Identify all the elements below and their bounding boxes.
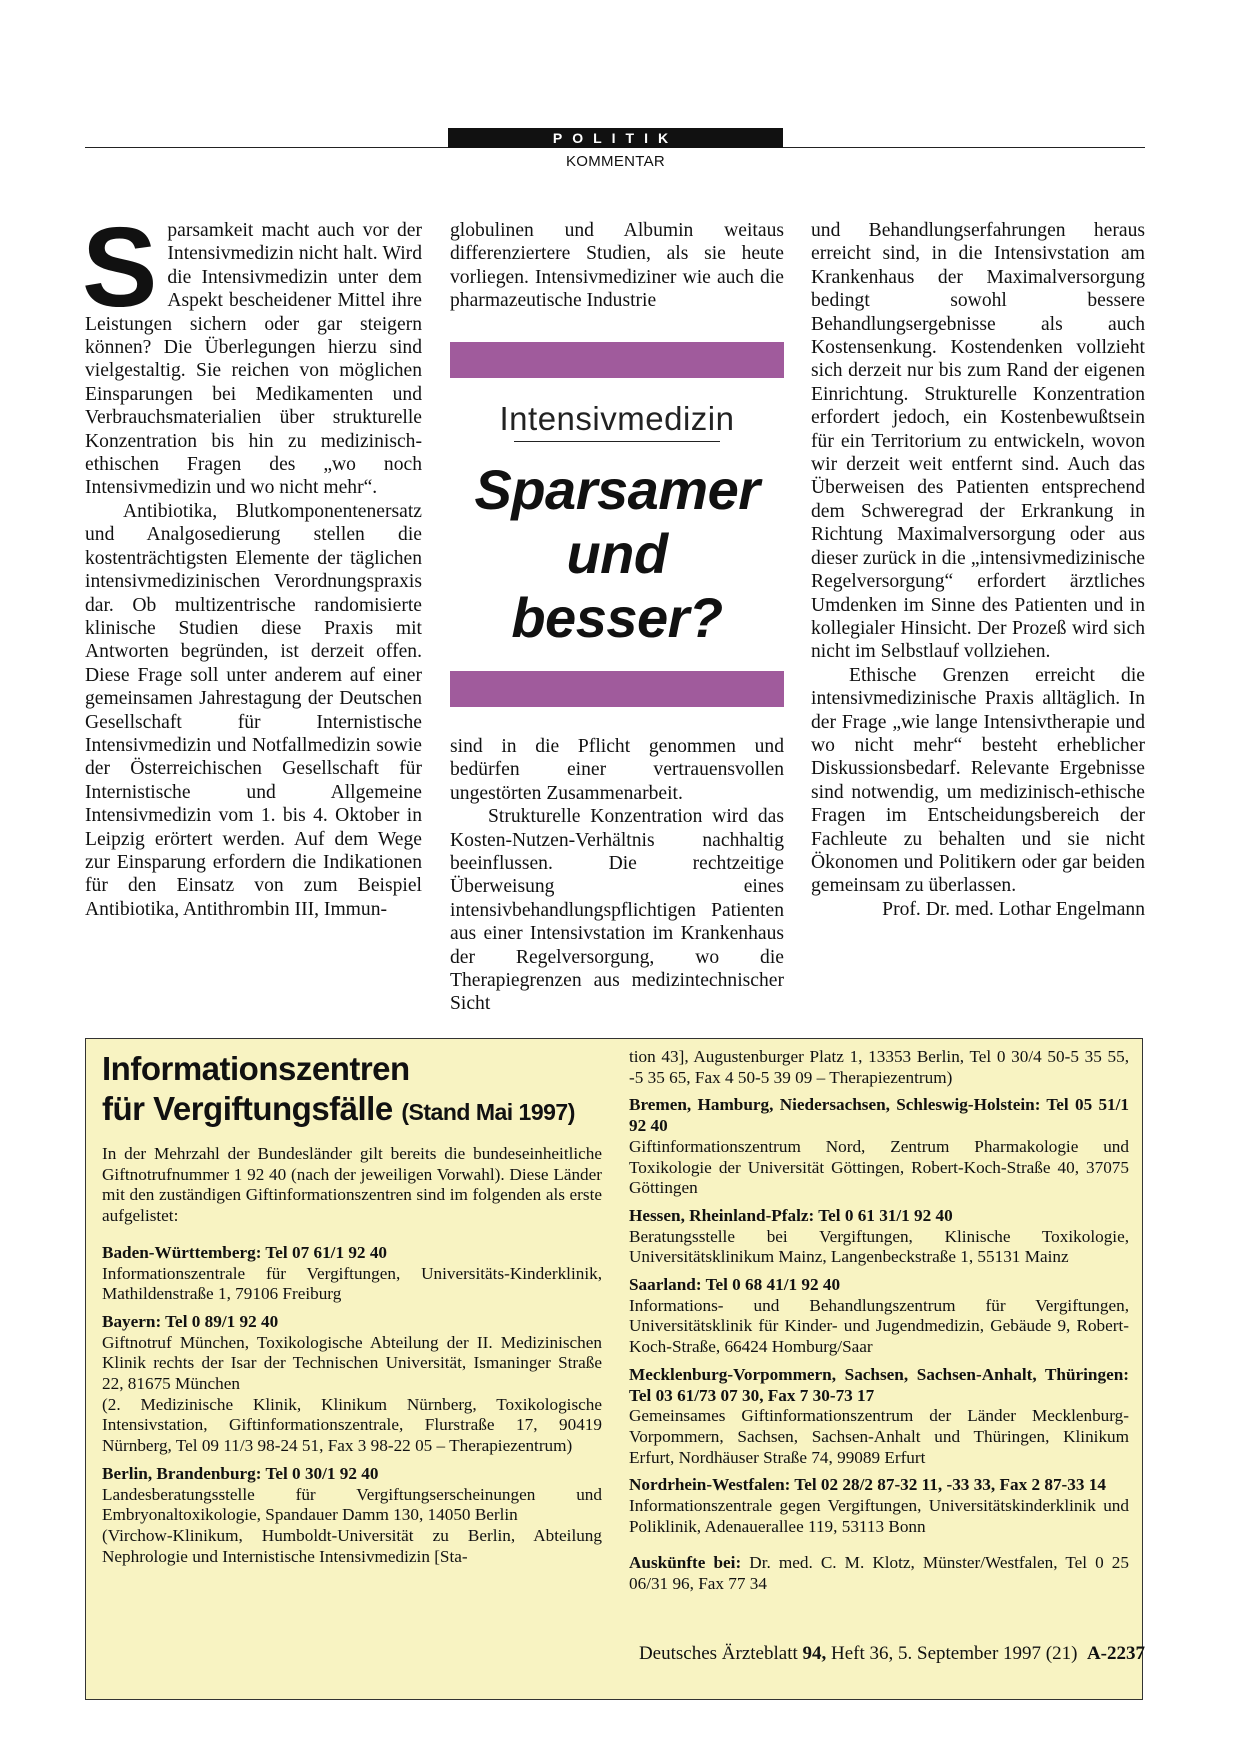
- article-paragraph: globulinen und Albumin weitaus differenziertere Studien, als sie heute vorliegen. Intensivmediziner wie auch die pharmazeutische Industrie: [450, 220, 784, 312]
- info-entry-text: Giftinformationszentrum Nord, Zentrum Pharmakologie und Toxikologie der Universität Göttingen, Robert-Koch-Straße 40, 37075 Göttingen: [629, 1136, 1129, 1198]
- article-column-3: [811, 219, 1145, 921]
- info-entry-text: Landesberatungsstelle für Vergiftungserscheinungen und Embryonaltoxikologie, Spandauer Damm 130, 14050 Berlin: [102, 1484, 602, 1525]
- page-number: A-2237: [1086, 1643, 1145, 1664]
- article-paragraph: Ethische Grenzen erreicht die intensivmedizinische Praxis alltäglich. In der Frage „wie lange Intensivtherapie und wo nicht mehr“ besteht erheblicher Diskussionsbedarf. Relevante Ergebnisse sind notwendig, um medizinisch-ethische Fragen im Entscheidungsbereich der Fachleute zu behalten und sie nicht Ökonomen und Politikern oder gar beiden gemeinsam zu überlassen.: [811, 664, 1145, 897]
- info-entry-heading: Nordrhein-Westfalen: Tel 02 28/2 87-32 11, -33 33, Fax 2 87-33 14: [629, 1475, 1106, 1495]
- article-paragraph: und Behandlungserfahrungen heraus erreicht sind, in die Intensivstation am Krankenhaus der Maximalversorgung bedingt sowohl bessere Behandlungsergebnisse als auch Kostensenkung. Kostendenken vollzieht sich derzeit nur bis zum Rand der eigenen Einrichtung. Strukturelle Konzentration erfordert jedoch, ein Kostenbewußtsein für ein Territorium zu entwickeln, wovon wir derzeit weit entfernt sind. Auch das Überweisen des Patienten entsprechend dem Schweregrad der Erkrankung in Richtung Maximalversorgung oder aus dieser zurück in die „intensivmedizinische Regelversorgung“ erfordert ärztliches Umdenken im Sinne des Patienten und in kollegialer Hinsicht. Der Prozeß wird sich nicht im Selbstlauf vollziehen.: [811, 220, 1145, 663]
- info-box-title: [102, 1049, 622, 1132]
- info-title-text: für Vergiftungsfälle: [102, 1090, 393, 1127]
- headline-line: besser?: [511, 586, 723, 649]
- journal-issue: Heft 36, 5. September 1997 (21): [831, 1643, 1078, 1664]
- info-entry-text: Informations- und Behandlungszentrum für Vergiftungen, Universitätsklinik für Kinder- und Jugendmedizin, Gebäude 9, Robert-Koch-Straße, 66424 Homburg/Saar: [629, 1295, 1129, 1357]
- info-entry-heading: Baden-Württemberg: Tel 07 61/1 92 40: [102, 1242, 388, 1262]
- info-entry-heading: Berlin, Brandenburg: Tel 0 30/1 92 40: [102, 1463, 379, 1483]
- headline-line: Sparsamer: [474, 458, 760, 521]
- info-entry-heading: Bremen, Hamburg, Niedersachsen, Schleswig-Holstein: Tel 05 51/1 92 40: [629, 1095, 1129, 1136]
- info-entry-heading: Mecklenburg-Vorpommern, Sachsen, Sachsen-Anhalt, Thüringen: Tel 03 61/73 07 30, Fax 7 30-73 17: [629, 1364, 1129, 1405]
- article-column-1: [82, 204, 422, 921]
- info-entry-text: Informationszentrale gegen Vergiftungen, Universitätskinderklinik und Poliklinik, Adenauerallee 119, 53113 Bonn: [629, 1496, 1129, 1536]
- article-paragraph: Strukturelle Konzentration wird das Kosten-Nutzen-Verhältnis nachhaltig beeinflussen. Die rechtzeitige Überweisung eines intensivbehandlungspflichtigen Patienten aus einer Intensivstation im Krankenhaus der Regelversorgung, wo die Therapiegrenzen aus medizintechnischer Sicht: [450, 806, 784, 1015]
- page-footer: [560, 1643, 1145, 1665]
- kicker-rule: [514, 441, 720, 442]
- subsection-label: KOMMENTAR: [565, 153, 666, 170]
- info-entry-text: Giftnotruf München, Toxikologische Abteilung der II. Medizinischen Klinik rechts der Isar der Technischen Universität, Ismaninger Straße 22, 81675 München: [102, 1332, 602, 1394]
- info-entry-text: Informationszentrale für Vergiftungen, Universitäts-Kinderklinik, Mathildenstraße 1, 79106 Freiburg: [102, 1263, 602, 1304]
- info-column-right: [629, 1047, 1129, 1595]
- journal-volume: 94,: [802, 1643, 827, 1664]
- info-entry-heading: Saarland: Tel 0 68 41/1 92 40: [629, 1275, 841, 1295]
- info-entry-text: (Virchow-Klinikum, Humboldt-Universität zu Berlin, Abteilung Nephrologie und Internistische Intensivmedizin [Sta-: [102, 1525, 602, 1566]
- headline: [450, 458, 784, 650]
- drop-cap: S: [82, 204, 158, 330]
- article-paragraph: sind in die Pflicht genommen und bedürfen einer vertrauensvollen ungestörten Zusammenarbeit.: [450, 736, 784, 804]
- section-label: POLITIK: [448, 128, 783, 148]
- info-contact-label: Auskünfte bei:: [629, 1553, 742, 1573]
- info-entry-text: tion 43], Augustenburger Platz 1, 13353 Berlin, Tel 0 30/4 50-5 35 55, -5 35 65, Fax 4 50-5 39 09 – Therapiezentrum): [629, 1047, 1129, 1087]
- info-entry-text: Beratungsstelle bei Vergiftungen, Klinische Toxikologie, Universitätsklinikum Mainz, Langenbeckstraße 1, 55131 Mainz: [629, 1226, 1129, 1267]
- info-entry-heading: Hessen, Rheinland-Pfalz: Tel 0 61 31/1 92 40: [629, 1205, 953, 1225]
- author-signature: Prof. Dr. med. Lothar Engelmann: [882, 898, 1145, 920]
- info-title-line: [102, 1089, 622, 1132]
- info-entry-text: (2. Medizinische Klinik, Klinikum Nürnberg, Toxikologische Intensivstation, Giftinformationszentrale, Flurstraße 17, 90419 Nürnberg, Tel 09 11/3 98-24 51, Fax 3 98-22 05 – Therapiezentrum): [102, 1394, 602, 1456]
- info-column-left: [102, 1144, 602, 1567]
- info-entry-heading: Bayern: Tel 0 89/1 92 40: [102, 1311, 279, 1331]
- headline-bar-bottom: [450, 671, 784, 707]
- info-entry-text: Gemeinsames Giftinformationszentrum der Länder Mecklenburg-Vorpommern, Sachsen, Sachsen-Anhalt und Thüringen, Klinikum Erfurt, Nordhäuser Straße 74, 99089 Erfurt: [629, 1406, 1129, 1467]
- info-intro: In der Mehrzahl der Bundesländer gilt bereits die bundeseinheitliche Giftnotrufnummer 1 92 40 (nach der jeweiligen Vorwahl). Diese Länder mit den zuständigen Giftinformationszentren sind im folgenden als erste aufgelistet:: [102, 1144, 602, 1226]
- journal-name: Deutsches Ärzteblatt: [638, 1643, 798, 1664]
- article-column-2-top: [450, 219, 784, 313]
- headline-line: und: [566, 522, 668, 585]
- info-title-line: Informationszentren: [102, 1050, 410, 1087]
- article-paragraph: Antibiotika, Blutkomponentenersatz und Analgosedierung stellen die kostenträchtigsten Elemente der täglichen intensivmedizinischen Verordnungspraxis dar. Ob multizentrische randomisierte klinische Studien diese Praxis mit Antworten begründen, ist derzeit offen. Diese Frage soll unter anderem auf einer gemeinsamen Jahrestagung der Deutschen Gesellschaft für Internistische Intensivmedizin und Notfallmedizin sowie der Österreichischen Gesellschaft für Internistische und Allgemeine Intensivmedizin vom 1. bis 4. Oktober in Leipzig erörtert werden. Auf dem Wege zur Einsparung erfordern die Indikationen für den Einsatz von zum Beispiel Antibiotika, Antithrombin III, Immun-: [85, 500, 422, 920]
- info-title-date: (Stand Mai 1997): [401, 1099, 575, 1125]
- info-contact-text: Dr. med. C. M. Klotz, Münster/Westfalen, Tel 0 25 06/31 96, Fax 77 34: [629, 1553, 1129, 1594]
- headline-kicker: Intensivmedizin: [499, 400, 735, 437]
- info-contact: [629, 1553, 1129, 1594]
- headline-bar-top: [450, 342, 784, 378]
- article-paragraph: parsamkeit macht auch vor der Intensivmedizin nicht halt. Wird die Intensivmedizin unter dem Aspekt bescheidener Mittel ihre Leistungen sichern oder gar steigern können? Die Überlegungen hierzu sind vielgestaltig. Sie reichen von möglichen Einsparungen bei Medikamenten und Verbrauchsmaterialien über strukturelle Konzentration bis hin zu medizinisch-ethischen Fragen des „wo noch Intensivmedizin und wo nicht mehr“.: [85, 220, 422, 499]
- article-column-2-bottom: [450, 735, 784, 1016]
